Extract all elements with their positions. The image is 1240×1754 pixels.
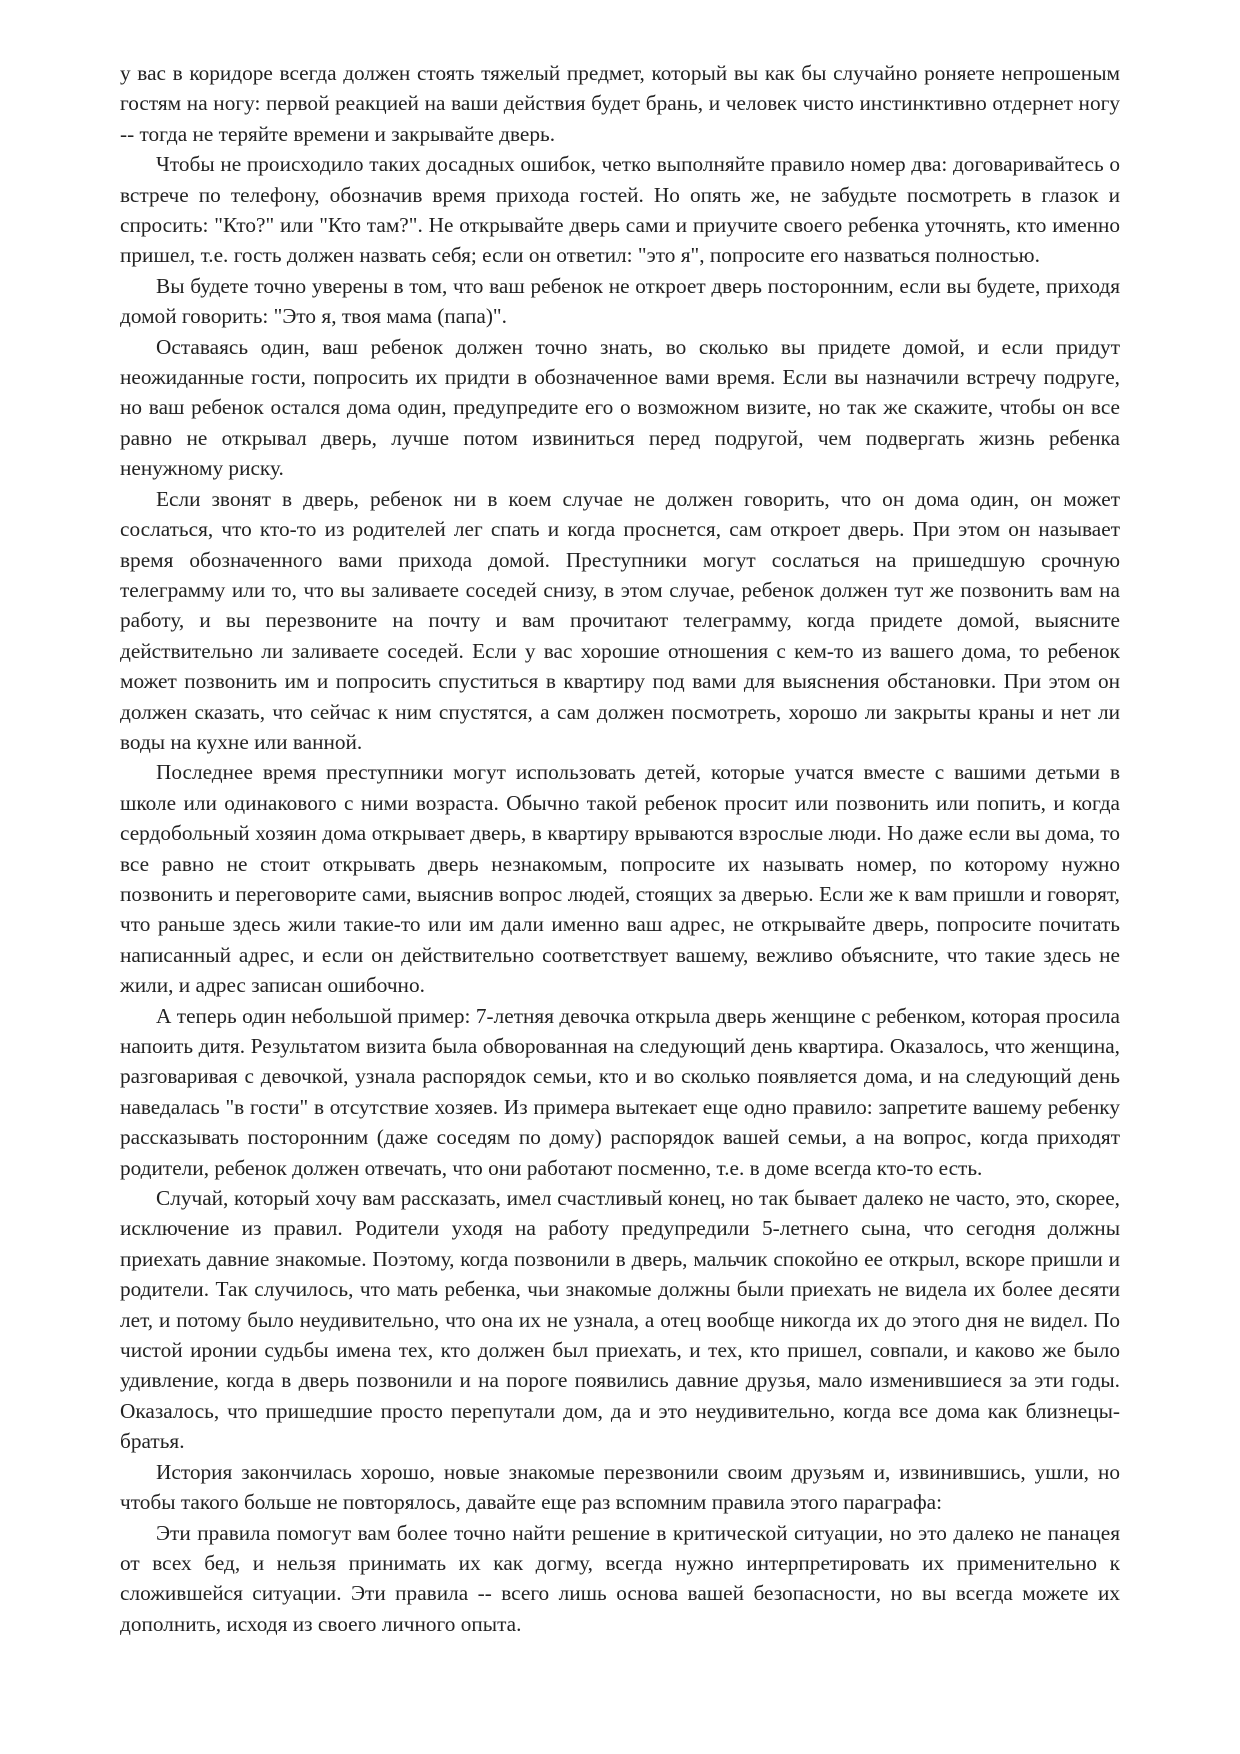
paragraph-8: Случай, который хочу вам рассказать, имел счастливый конец, но так бывает далеко не часто, это, скорее, исключение из правил. Родители уходя на работу предупредили 5-летнего сына, что сегодня должны приехать давние знакомые. Поэтому, когда позвонили в дверь, мальчик спокойно ее открыл, вскоре пришли и родители. Так случилось, что мать ребенка, чьи знакомые должны были приехать не видела их более десяти лет, и потому было неудивительно, что она их не узнала, а отец вообще никогда их до этого дня не видел. По чистой иронии судьбы имена тех, кто должен был приехать, и тех, кто пришел, совпали, и каково же было удивление, когда в дверь позвонили и на пороге появились давние друзья, мало изменившиеся за эти годы. Оказалось, что пришедшие просто перепутали дом, да и это неудивительно, когда все дома как близнецы-братья.: [120, 1186, 1120, 1454]
paragraph-3: Вы будете точно уверены в том, что ваш ребенок не откроет дверь посторонним, если вы будете, приходя домой говорить: "Это я, твоя мама (папа)".: [120, 273, 1120, 329]
paragraph-6: Последнее время преступники могут использовать детей, которые учатся вместе с вашими детьми в школе или одинакового с ними возраста. Обычно такой ребенок просит или позвонить или попить, и когда сердобольный хозяин дома открывает дверь, в квартиру врываются взрослые люди. Но даже если вы дома, то все равно не стоит открывать дверь незнакомым, попросите их называть номер, по которому нужно позвонить и переговорите сами, выяснив вопрос людей, стоящих за дверью. Если же к вам пришли и говорят, что раньше здесь жили такие-то или им дали именно ваш адрес, не открывайте дверь, попросите почитать написанный адрес, и если он действительно соответствует вашему, вежливо объясните, что такие здесь не жили, и адрес записан ошибочно.: [120, 760, 1120, 998]
paragraph-9: История закончилась хорошо, новые знакомые перезвонили своим друзьям и, извинившись, ушли, но чтобы такого больше не повторялось, давайте еще раз вспомним правила этого параграфа:: [120, 1459, 1120, 1515]
paragraph-5: Если звонят в дверь, ребенок ни в коем случае не должен говорить, что он дома один, он может сослаться, что кто-то из родителей лег спать и когда проснется, сам откроет дверь. При этом он называет время обозначенного вами прихода домой. Преступники могут сослаться на пришедшую срочную телеграмму или то, что вы заливаете соседей снизу, в этом случае, ребенок должен тут же позвонить вам на работу, и вы перезвоните на почту и вам прочитают телеграмму, когда придете домой, выясните действительно ли заливаете соседей. Если у вас хорошие отношения с кем-то из вашего дома, то ребенок может позвонить им и попросить спуститься в квартиру под вами для выяснения обстановки. При этом он должен сказать, что сейчас к ним спустятся, а сам должен посмотреть, хорошо ли закрыты краны и нет ли воды на кухне или ванной.: [120, 486, 1120, 754]
paragraph-2: Чтобы не происходило таких досадных ошибок, четко выполняйте правило номер два: договаривайтесь о встрече по телефону, обозначив время прихода гостей. Но опять же, не забудьте посмотреть в глазок и спросить: "Кто?" или "Кто там?". Не открывайте дверь сами и приучите своего ребенка уточнять, кто именно пришел, т.е. гость должен назвать себя; если он ответил: "это я", попросите его назваться полностью.: [120, 152, 1120, 268]
paragraph-7: А теперь один небольшой пример: 7-летняя девочка открыла дверь женщине с ребенком, которая просила напоить дитя. Результатом визита была обворованная на следующий день квартира. Оказалось, что женщина, разговаривая с девочкой, узнала распорядок семьи, кто и во сколько появляется дома, и на следующий день наведалась "в гости" в отсутствие хозяев. Из примера вытекает еще одно правило: запретите вашему ребенку рассказывать посторонним (даже соседям по дому) распорядок вашей семьи, а на вопрос, когда приходят родители, ребенок должен отвечать, что они работают посменно, т.е. в доме всегда кто-то есть.: [120, 1003, 1120, 1180]
paragraph-10: Эти правила помогут вам более точно найти решение в критической ситуации, но это далеко не панацея от всех бед, и нельзя принимать их как догму, всегда нужно интерпретировать их применительно к сложившейся ситуации. Эти правила -- всего лишь основа вашей безопасности, но вы всегда можете их дополнить, исходя из своего личного опыта.: [120, 1520, 1120, 1636]
paragraph-1: у вас в коридоре всегда должен стоять тяжелый предмет, который вы как бы случайно роняете непрошеным гостям на ногу: первой реакцией на ваши действия будет брань, и человек чисто инстинктивно отдернет ногу -- тогда не теряйте времени и закрывайте дверь.: [120, 61, 1120, 146]
document-page: [120, 58, 1120, 1639]
paragraph-4: Оставаясь один, ваш ребенок должен точно знать, во сколько вы придете домой, и если придут неожиданные гости, попросить их придти в обозначенное вами время. Если вы назначили встречу подруге, но ваш ребенок остался дома один, предупредите его о возможном визите, но так же скажите, чтобы он все равно не открывал дверь, лучше потом извиниться перед подругой, чем подвергать жизнь ребенка ненужному риску.: [120, 334, 1120, 481]
